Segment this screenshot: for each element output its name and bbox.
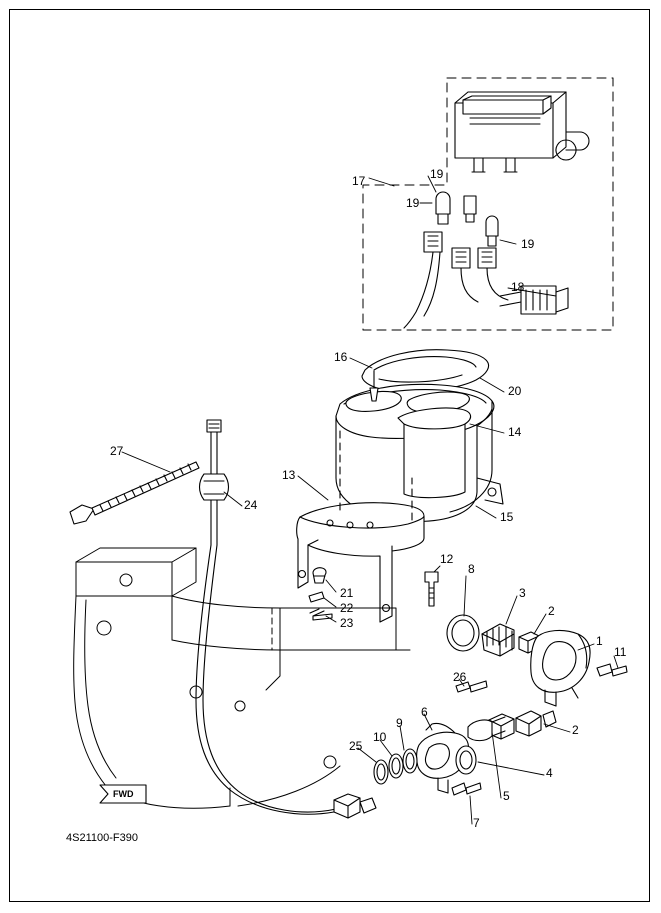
speedo-gearbox-6-7-9-10-25 [374, 723, 481, 795]
callout-19-a: 19 [430, 167, 444, 181]
callout-leader-lines [122, 176, 618, 824]
callout-24: 24 [244, 498, 258, 512]
callout-1: 1 [596, 634, 603, 648]
callout-21: 21 [340, 586, 354, 600]
callout-6: 6 [421, 705, 428, 719]
callout-27: 27 [110, 444, 124, 458]
bulb-sockets-19 [424, 192, 498, 268]
callout-16: 16 [334, 350, 348, 364]
callout-26: 26 [453, 670, 467, 684]
o-ring-8 [447, 615, 479, 651]
callout-19-b: 19 [406, 196, 420, 210]
callout-8: 8 [468, 562, 475, 576]
grommet-collar-screw-21-22-23 [309, 568, 332, 620]
callout-10: 10 [373, 730, 387, 744]
callout-23: 23 [340, 616, 354, 630]
callout-9: 9 [396, 716, 403, 730]
callout-18: 18 [511, 280, 525, 294]
fwd-label: FWD [113, 789, 134, 799]
callout-20: 20 [508, 384, 522, 398]
speedo-gear-drive-1-2-3-11 [482, 624, 627, 706]
callout-4: 4 [546, 766, 553, 780]
callout-3: 3 [519, 586, 526, 600]
vehicle-frame-phantom [74, 548, 410, 808]
callout-5: 5 [503, 789, 510, 803]
callout-14: 14 [508, 425, 522, 439]
callout-2-a: 2 [548, 604, 555, 618]
callout-2-b: 2 [572, 723, 579, 737]
cable-tie-27 [70, 462, 199, 524]
callout-15: 15 [500, 510, 514, 524]
callout-19-c: 19 [521, 237, 535, 251]
callout-17: 17 [352, 174, 366, 188]
meter-housing-17 [455, 92, 589, 172]
callout-11: 11 [614, 645, 627, 659]
callout-7: 7 [473, 816, 480, 830]
bolt-12 [425, 572, 438, 606]
meter-assembly-14-15 [336, 371, 503, 521]
diagram-part-code: 4S21100-F390 [66, 832, 138, 844]
callout-22: 22 [340, 601, 354, 615]
callout-13: 13 [282, 468, 296, 482]
callout-25: 25 [349, 739, 363, 753]
callout-12: 12 [440, 552, 454, 566]
